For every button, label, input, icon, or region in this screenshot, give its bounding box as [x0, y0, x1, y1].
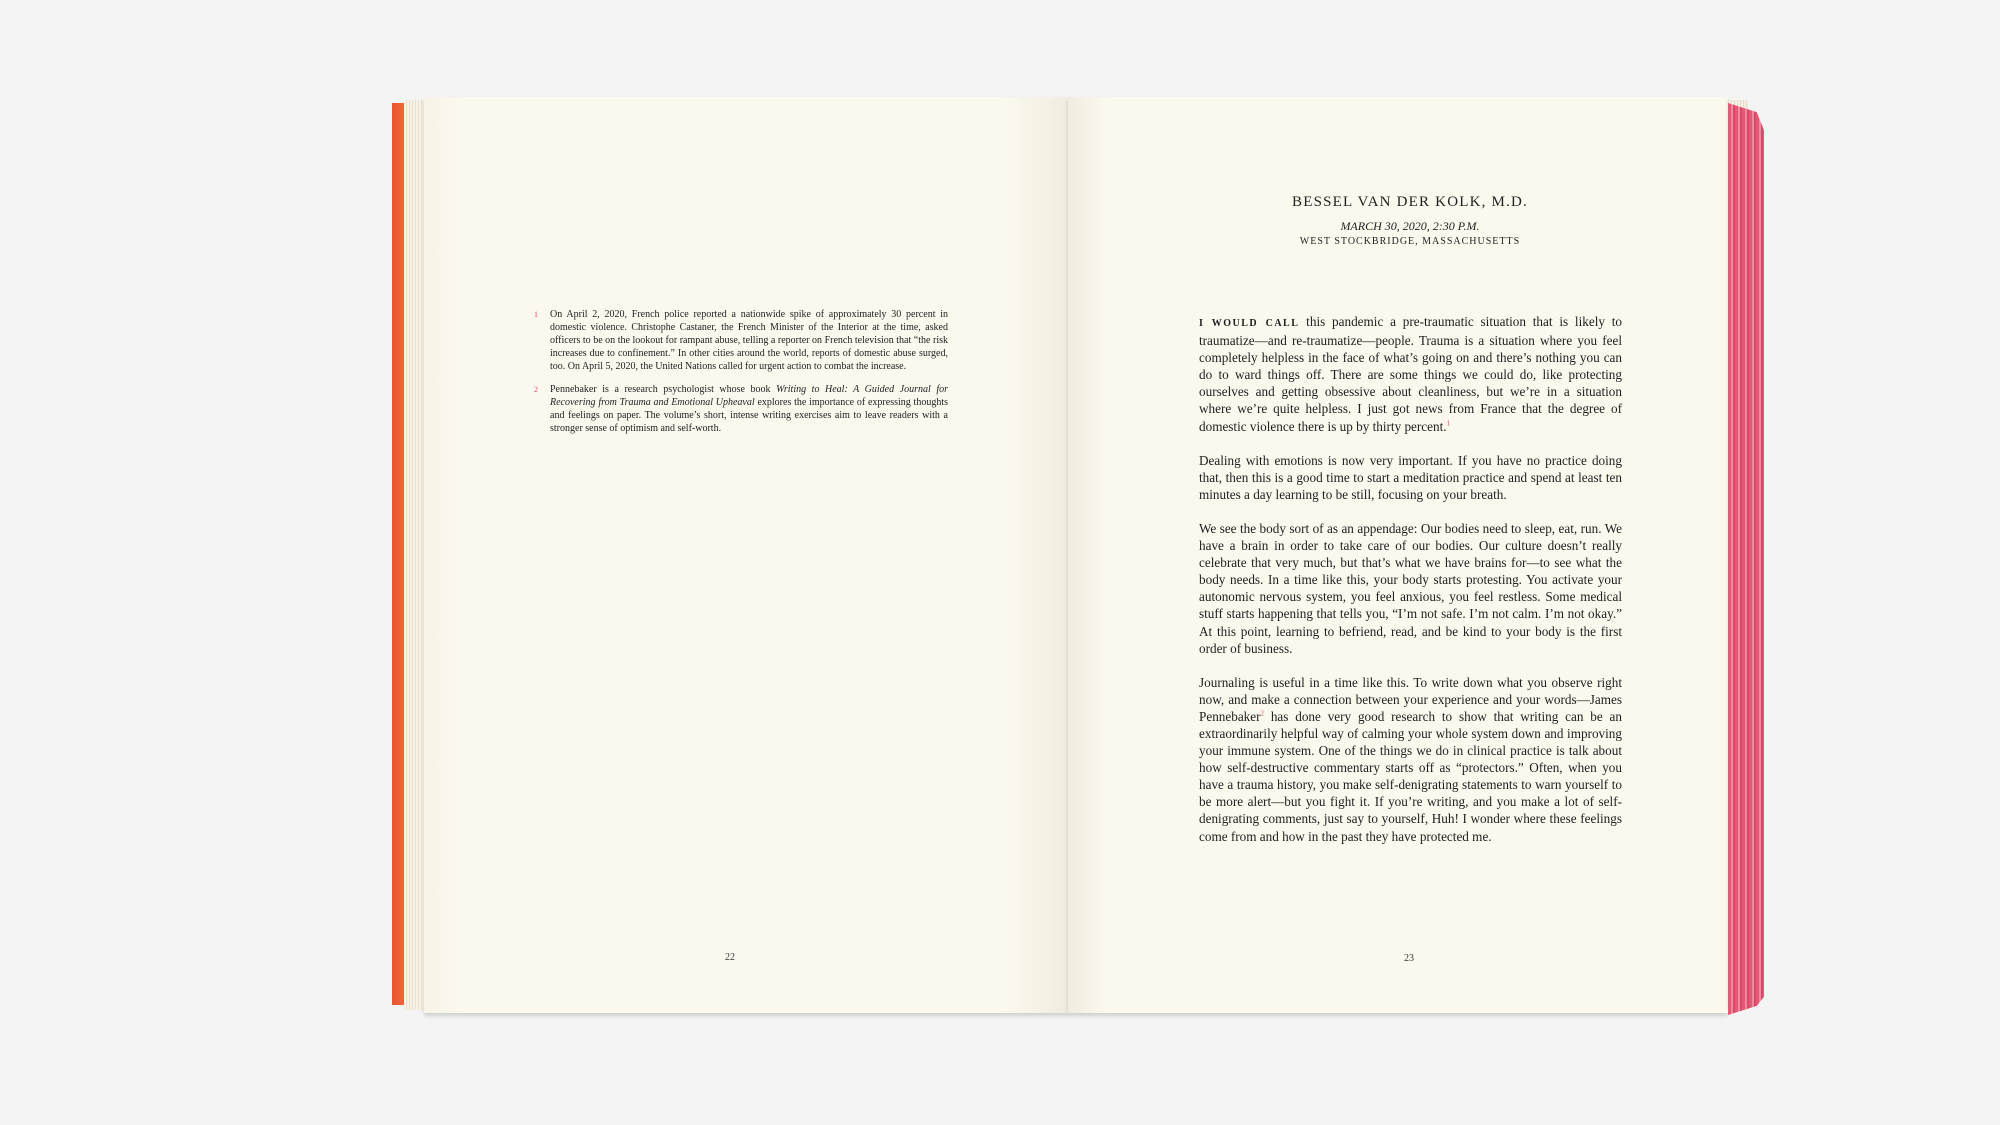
- footnote-number: 2: [534, 385, 538, 394]
- page-number-left: 22: [725, 952, 735, 963]
- footnote-text: On April 2, 2020, French police reported a nationwide spike of approximately 30 percent in domestic violence. Christophe Castaner, the French Minister of the Interior at the time, asked officers to be on the lookout for rampant abuse, telling a reporter on French television that “the risk increases due to confinement.” In other cities around the world, reports of domestic abuse surged, too. On April 5, 2020, the United Nations called for urgent action to combat the increase.: [550, 309, 948, 372]
- paragraph-1: [1199, 313, 1622, 435]
- interview-date: MARCH 30, 2020, 2:30 P.M.: [1340, 219, 1480, 233]
- paragraph-2: Dealing with emotions is now very important. If you have no practice doing that, then this is a good time to start a meditation practice and spend at least ten minutes a day learning to be still, focusing on your breath.: [1199, 452, 1622, 502]
- interview-header: [1200, 194, 1620, 247]
- left-page: [424, 97, 1068, 1013]
- book-title: Writing to Heal: A Guided Journal for Recovering from Trauma and Emotional Upheaval: [550, 384, 948, 408]
- author-name: BESSEL VAN DER KOLK, M.D.: [1292, 194, 1528, 210]
- page-edges-left: [404, 100, 426, 1010]
- paragraph-4-text-b: has done very good research to show that writing can be an extraordinarily helpful way of calming your whole system down and improving your immune system. One of the things we do in clinical practice is talk about how self-destructive commentary starts off as “protectors.” Often, when you have a trauma history, you make self-denigrating statements to warn yourself to be more alert—but you fight it. If you’re writing, and you make a lot of self-denigrating comments, just say to yourself, Huh! I wonder where these feelings come from and how in the past they have protected me.: [1199, 708, 1622, 844]
- paragraph-1-text: this pandemic a pre-traumatic situation that is likely to traumatize—and re-traumatize—people. Trauma is a situation where you feel completely helpless in the face of what’s going on and there’s nothing you can do to ward things off. There are some things we could do, like protecting ourselves and getting obsessive about cleanliness, but we’re in a situation where we’re quite helpless. I just got news from France that the degree of domestic violence there is up by thirty percent.: [1199, 314, 1623, 434]
- footnote-2: [534, 383, 948, 435]
- footnote-ref-2: 2: [1260, 709, 1265, 718]
- footnote-number: 1: [534, 310, 538, 319]
- interview-location: WEST STOCKBRIDGE, MASSACHUSETTS: [1299, 236, 1521, 247]
- body-text: [1199, 313, 1622, 862]
- footnote-text-start: Pennebaker is a research psychologist whose book: [550, 384, 777, 395]
- paragraph-3: We see the body sort of as an appendage: Our bodies need to sleep, eat, run. We have a brain in order to take care of our bodies. Our culture doesn’t really celebrate that very much, but that’s what we have brains for—to see what the body needs. In a time like this, your body starts protesting. You activate your autonomic nervous system, you feel anxious, you feel restless. Some medical stuff starts happening that tells you, “I’m not safe. I’m not calm. I’m not okay.” At this point, learning to befriend, read, and be kind to your body is the first order of business.: [1199, 520, 1622, 656]
- page-number-right: 23: [1404, 953, 1414, 964]
- footnote-text-end: explores the importance of expressing thoughts and feelings on paper. The volume’s short, intense writing exercises aim to leave readers with a stronger sense of optimism and self-worth.: [550, 397, 948, 434]
- footnote-ref-1: 1: [1446, 419, 1451, 428]
- lead-in: I WOULD CALL: [1199, 318, 1300, 329]
- paragraph-4-text-a: Journaling is useful in a time like this. To write down what you observe right now, and make a connection between your experience and your words—James Pennebaker: [1199, 674, 1622, 724]
- footnotes: [534, 308, 948, 445]
- paragraph-4: [1199, 674, 1622, 845]
- footnote-1: [534, 308, 948, 373]
- book-cover-right: [1728, 103, 1764, 1015]
